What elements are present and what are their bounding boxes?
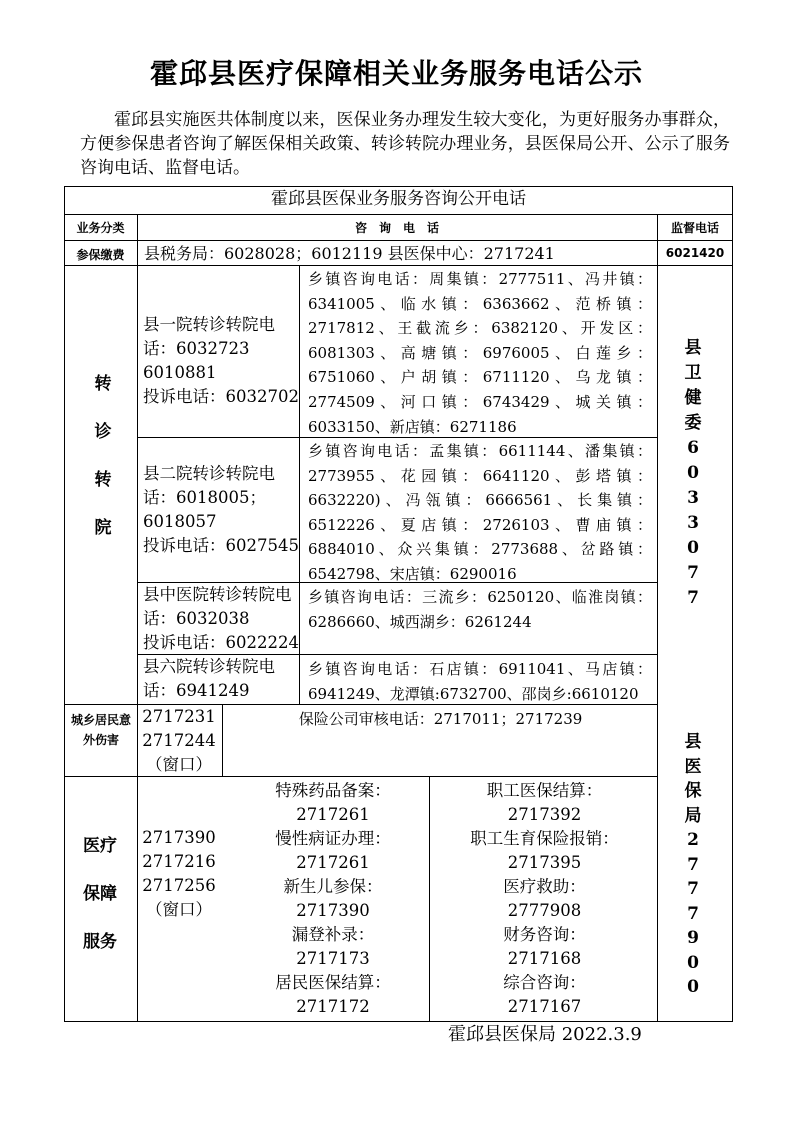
medical-bureau-supervise: 县医保局2777900 [684, 732, 702, 997]
accident-audit-phones: 保险公司审核电话：2717011；2717239 [298, 710, 583, 728]
service-phone-table [64, 186, 733, 1022]
referral-supervise: 县卫健委6033077 [684, 338, 702, 608]
hospital-4-township-phones: 乡镇咨询电话：石店镇：6911041、马店镇：6941249、龙潭镇:6732700、邵岗乡:6610120 [308, 660, 652, 703]
insurance-payment-phones: 县税务局：6028028；6012119 县医保中心：2717241 [144, 244, 555, 263]
hospital-1-phones: 县一院转诊转院电话：6032723 6010881 投诉电话：6032702 [143, 315, 299, 406]
insurance-payment-label: 参保缴费 [76, 248, 125, 262]
medical-phones: 2717390 2717216 2717256 （窗口） [142, 828, 216, 919]
medical-service-list-left: 特殊药品备案： 2717261 慢性病证办理： 2717261 新生儿参保： 2717390 漏登补录： 2717173 居民医保结算： 2717172 [275, 781, 391, 1016]
medical-label: 医疗保障服务 [83, 836, 117, 952]
hospital-3-phones: 县中医院转诊转院电话：6032038 投诉电话：6022224 [143, 585, 299, 652]
accident-label: 城乡居民意外伤害 [70, 713, 131, 747]
header-category: 业务分类 [76, 221, 125, 235]
hospital-2-township-phones: 乡镇咨询电话：孟集镇：6611144、潘集镇：2773955、花园镇：6641120、彭塔镇：6632220)、冯瓴镇：6666561、长集镇：6512226、夏店镇：2726103、曹庙镇：6884010、众兴集镇：2773688、岔路镇：6542798、宋店镇：6290016 [308, 442, 652, 583]
footer-signature: 霍邱县医保局 2022.3.9 [448, 1024, 642, 1045]
hospital-4-phones: 县六院转诊转院电话：6941249 [143, 657, 275, 700]
medical-service-list-right: 职工医保结算： 2717392 职工生育保险报销： 2717395 医疗救助： 2777908 财务咨询： 2717168 综合咨询： 2717167 [470, 781, 619, 1016]
referral-label: 转诊转院 [94, 374, 112, 538]
insurance-payment-supervise: 6021420 [665, 246, 725, 260]
hospital-1-township-phones: 乡镇咨询电话：周集镇：2777511、冯井镇：6341005、临水镇：6363662、范桥镇：2717812、王截流乡：6382120、开发区：6081303、高塘镇：6976005、白莲乡：6751060、户胡镇：6711120、乌龙镇：2774509、河口镇：6743429、城关镇：6033150、新店镇：6271186 [308, 270, 652, 436]
intro-paragraph: 霍邱县实施医共体制度以来，医保业务办理发生较大变化，为更好服务办事群众，方便参保患者咨询了解医保相关政策、转诊转院办理业务，县医保局公开、公示了服务咨询电话、监督电话。 [80, 110, 730, 178]
hospital-2-phones: 县二院转诊转院电话：6018005； 6018057 投诉电话：6027545 [143, 464, 299, 555]
hospital-3-township-phones: 乡镇咨询电话：三流乡：6250120、临淮岗镇：6286660、城西湖乡：6261244 [308, 588, 652, 631]
header-consult: 咨 询 电 话 [354, 221, 439, 235]
accident-phones: 2717231 2717244 （窗口） [142, 707, 216, 774]
page-title: 霍邱县医疗保障相关业务服务电话公示 [149, 57, 643, 90]
table-caption: 霍邱县医保业务服务咨询公开电话 [271, 189, 526, 209]
header-supervise: 监督电话 [670, 221, 719, 235]
